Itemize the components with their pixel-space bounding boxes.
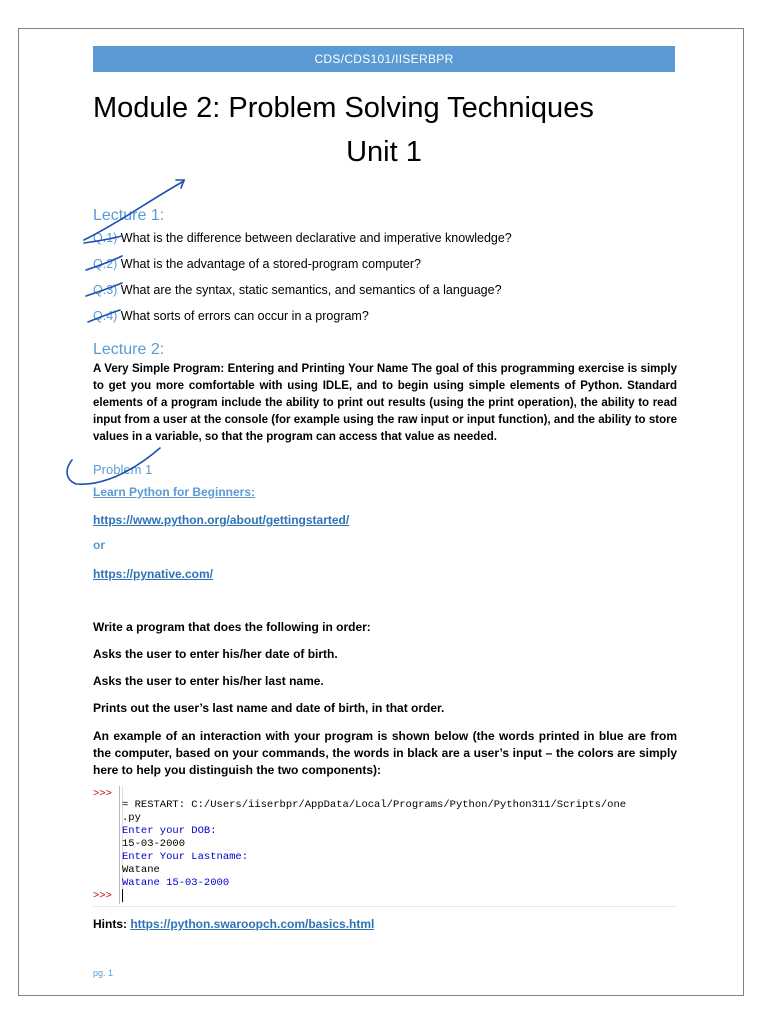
header-band: CDS/CDS101/IISERBPR xyxy=(93,46,675,72)
lecture2-heading: Lecture 2: xyxy=(93,341,165,358)
learn-label-line xyxy=(93,483,255,501)
hints-link[interactable]: https://python.swaroopch.com/basics.html xyxy=(130,917,375,931)
page-subtitle: Unit 1 xyxy=(346,136,422,168)
or-label: or xyxy=(93,538,105,552)
console-line: Watane xyxy=(122,864,160,876)
question-1-number: Q.1) xyxy=(93,231,118,245)
question-1 xyxy=(93,231,512,245)
question-2 xyxy=(93,257,421,271)
console-line: Enter your DOB: xyxy=(122,825,217,837)
question-3-text: What are the syntax, static semantics, and semantics of a language? xyxy=(117,283,502,297)
pynative-link-line xyxy=(93,565,213,583)
hints-line xyxy=(93,917,374,931)
page-number: pg. 1 xyxy=(93,968,114,978)
instruction-2: Asks the user to enter his/her date of birth. xyxy=(93,647,338,661)
console-prompt-bottom: >>> xyxy=(93,890,112,902)
console-line: Watane 15-03-2000 xyxy=(122,877,230,889)
lecture1-heading: Lecture 1: xyxy=(93,207,165,224)
console-line: = RESTART: C:/Users/iiserbpr/AppData/Local/Programs/Python/Python311/Scripts/one xyxy=(122,799,627,811)
question-3 xyxy=(93,283,502,297)
question-2-text: What is the advantage of a stored-program computer? xyxy=(117,257,421,271)
console-prompt-top: >>> xyxy=(93,788,112,800)
console-line: .py xyxy=(122,812,141,824)
pynative-link[interactable]: https://pynative.com/ xyxy=(93,567,214,581)
instruction-4: Prints out the user’s last name and date of birth, in that order. xyxy=(93,701,445,715)
question-2-number: Q.2) xyxy=(93,257,118,271)
instruction-1: Write a program that does the following in order: xyxy=(93,620,371,634)
example-paragraph: An example of an interaction with your program is shown below (the words printed in blue are from the computer, based on your commands, the words in black are a user’s input – the colors are simply here to help you distinguish the two components): xyxy=(93,729,677,777)
console-cursor xyxy=(122,889,123,902)
question-3-number: Q.3) xyxy=(93,283,118,297)
hints-label: Hints: xyxy=(93,917,131,931)
lecture2-paragraph: A Very Simple Program: Entering and Printing Your Name The goal of this programming exercise is simply to get you more comfortable with using IDLE, and to begin using simple elements of Python. Standard elements of a program include the ability to print out results (using the print operation), the ability to read input from a user at the console (for example using the raw input or input function), and the ability to store values in a variable, so that the program can access that value as needed. xyxy=(93,363,677,443)
question-4-number: Q.4) xyxy=(93,309,118,323)
problem1-heading: Problem 1 xyxy=(93,462,153,477)
question-4 xyxy=(93,309,369,323)
learn-python-link[interactable]: Learn Python for Beginners: xyxy=(93,485,256,499)
console-line: 15-03-2000 xyxy=(122,838,186,850)
page-title: Module 2: Problem Solving Techniques xyxy=(93,92,594,124)
python-org-link[interactable]: https://www.python.org/about/gettingstarted/ xyxy=(93,513,350,527)
question-4-text: What sorts of errors can occur in a program? xyxy=(117,309,369,323)
console-gutter-rule xyxy=(119,786,120,904)
python-link-line xyxy=(93,511,349,529)
console-screenshot xyxy=(93,786,677,907)
instruction-3: Asks the user to enter his/her last name. xyxy=(93,674,324,688)
console-line: Enter Your Lastname: xyxy=(122,851,249,863)
question-1-text: What is the difference between declarative and imperative knowledge? xyxy=(117,231,512,245)
